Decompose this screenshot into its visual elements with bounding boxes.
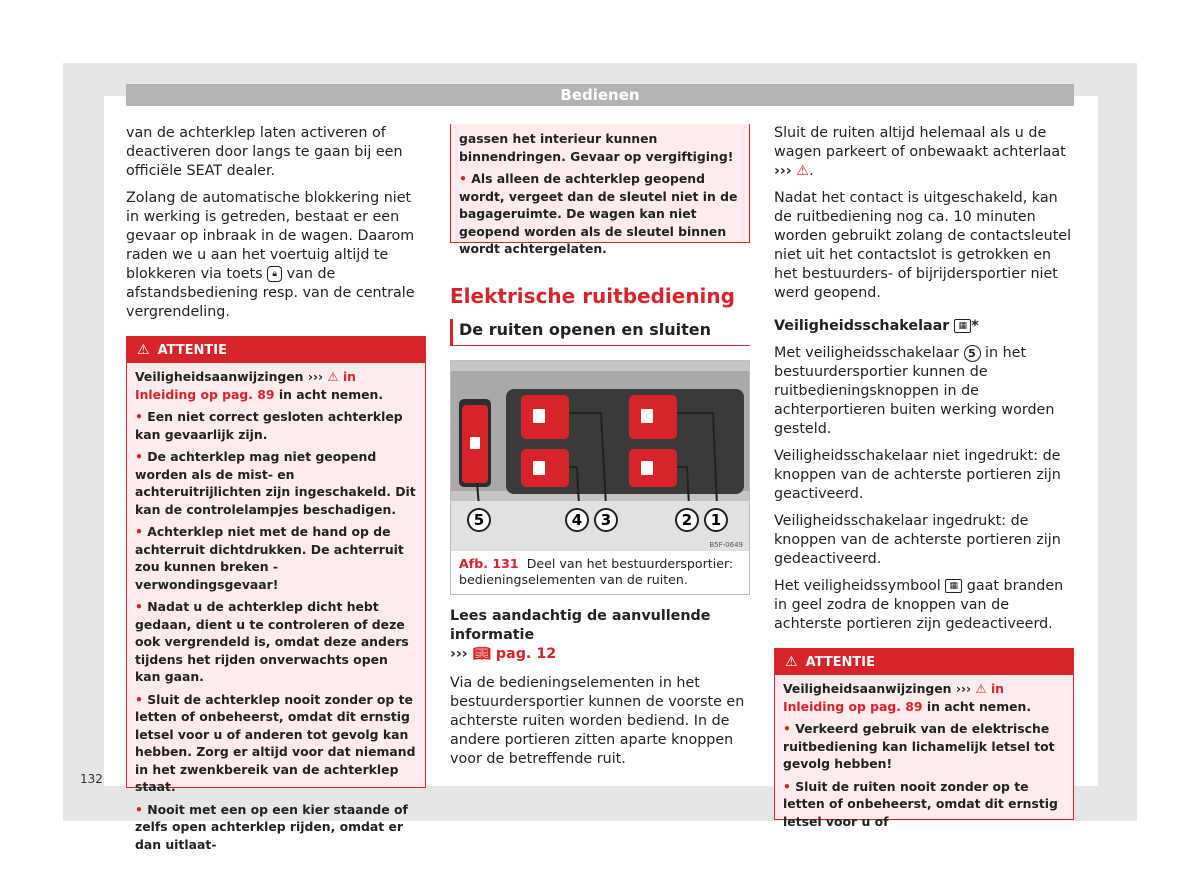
column-2 (450, 124, 750, 777)
read-more: Lees aandachtig de aanvullende informatie ››› 📖︎ pag. 12 (450, 608, 711, 662)
callout-5: 5 (473, 511, 485, 529)
cross-reference-link[interactable]: in Inleiding op pag. 89 (135, 369, 357, 402)
warning-bullet: • Nooit met een op een kier staande of zelfs open achterklep rijden, omdat er dan uitlaat- (135, 801, 408, 852)
window-lock-icon: ▦ (945, 579, 962, 593)
warning-header: ⚠ ATTENTIE (127, 337, 425, 363)
section-header: Bedienen (126, 84, 1074, 106)
paragraph: Met veiligheidsschakelaar 5 in het bestuurdersportier kunnen de ruitbedieningsknoppen in de achterportieren buiten werking worden gesteld. (774, 345, 1055, 437)
book-icon: 📖︎ (472, 646, 491, 662)
figure-caption: Afb. 131 Deel van het bestuurdersportier: bedieningselementen van de ruiten. (459, 556, 734, 587)
chevron-icon: ››› (955, 681, 972, 696)
number-badge: 5 (964, 345, 981, 362)
paragraph: Zolang de automatische blokkering niet in werking is getreden, bestaat er een gevaar op inbraak in de wagen. Daarom raden we u aan het voertuig altijd te blokkeren via toets 🔒︎ van de afstandsbediening resp. van de centrale vergrendeling. (126, 190, 415, 320)
warning-text: gassen het interieur kunnen binnendringen. Gevaar op vergiftiging! (459, 131, 734, 164)
callout-4: 4 (571, 511, 583, 529)
page-number: 132 (80, 772, 103, 786)
chevron-icon: ››› (307, 369, 324, 384)
section-title: Elektrische ruitbediening (450, 284, 735, 308)
callout-3: 3 (600, 511, 612, 529)
column-1 (126, 124, 426, 852)
paragraph: Het veiligheidssymbool ▦ gaat branden in geel zodra de knoppen van de achterste portieren zijn gedeactiveerd. (774, 578, 1064, 632)
window-switch-panel-image (451, 361, 749, 551)
window-lock-icon: ▦ (954, 319, 971, 333)
warning-intro: Veiligheidsaanwijzingen ››› ⚠ in Inleiding op pag. 89 in acht nemen. (135, 369, 384, 402)
cross-reference-link[interactable]: in Inleiding op pag. 89 (783, 681, 1005, 714)
lock-button-icon: 🔒︎ (267, 266, 282, 282)
subsection-title: De ruiten openen en sluiten (450, 319, 750, 346)
cross-reference-link[interactable]: pag. 12 (495, 646, 557, 662)
paragraph: Veiligheidsschakelaar ingedrukt: de knoppen van de achterste portieren zijn gedeactiveerd. (774, 513, 1061, 567)
warning-body (775, 675, 1073, 838)
warning-bullet: • Als alleen de achterklep geopend wordt, vergeet dan de sleutel niet in de bagageruimte. De wagen kan niet geopend worden als de sleutel binnen wordt achtergelaten. (459, 171, 738, 256)
paragraph: van de achterklep laten activeren of deactiveren door langs te gaan bij een officiële SEAT dealer. (126, 125, 403, 179)
warning-triangle-icon: ⚠ (785, 654, 798, 670)
warning-bullet: • Verkeerd gebruik van de elektrische ruitbediening kan lichamelijk letsel tot gevolg hebben! (783, 721, 1055, 771)
figure-code: B5F-0649 (709, 541, 743, 549)
warning-triangle-icon: ⚠ (327, 369, 339, 384)
warning-bullet: • Sluit de achterklep nooit zonder op te letten of onbeheerst, omdat dit ernstig letsel voor u of anderen tot gevolg kan hebben. Zorg er altijd voor dat niemand in het zwenkbereik van de achterklep staat. (135, 691, 416, 794)
warning-bullet: • De achterklep mag niet geopend worden als de mist- en achteruitrijlichten zijn ingeschakeld. Dit kan de controlelampjes beschadigen. (135, 449, 416, 517)
warning-box (774, 648, 1074, 829)
warning-triangle-icon: ⚠ (796, 163, 810, 179)
chevron-icon: ››› (450, 646, 468, 662)
warning-body (127, 363, 425, 861)
callout-1: 1 (710, 511, 722, 529)
warning-intro: Veiligheidsaanwijzingen ››› ⚠ in Inleiding op pag. 89 in acht nemen. (783, 681, 1032, 714)
warning-triangle-icon: ⚠ (137, 342, 150, 358)
figure (450, 360, 750, 595)
paragraph: Veiligheidsschakelaar niet ingedrukt: de knoppen van de achterste portieren zijn geactiveerd. (774, 448, 1061, 502)
column-3 (774, 124, 1074, 829)
warning-bullet: • Nadat u de achterklep dicht hebt gedaan, dient u te controleren of deze ook vergrendeld is, omdat deze anders tijdens het rijden onverwachts open kan gaan. (135, 599, 409, 684)
warning-bullet: • Een niet correct gesloten achterklep kan gevaarlijk zijn. (135, 409, 403, 442)
window-switch-illustration (451, 361, 749, 551)
warning-box (126, 336, 426, 852)
warning-bullet: • Sluit de ruiten nooit zonder op te letten of onbeheerst, omdat dit ernstig letsel voor u of (783, 778, 1058, 829)
warning-header: ⚠ ATTENTIE (775, 649, 1073, 675)
paragraph: Via de bedieningselementen in het bestuurdersportier kunnen de voorste en achterste ruiten worden bediend. In de andere portieren zitten aparte knoppen voor de betreffende ruit. (450, 675, 745, 767)
warning-bullet: • Achterklep niet met de hand op de achterruit dichtdrukken. De achterruit zou kunnen breken - verwondingsgevaar! (135, 524, 404, 592)
paragraph: Sluit de ruiten altijd helemaal als u de wagen parkeert of onbewaakt achterlaat ››› ⚠. (774, 125, 1066, 179)
subheading: Veiligheidsschakelaar ▦ * (774, 318, 979, 334)
warning-box-continued (450, 124, 750, 256)
callout-2: 2 (681, 511, 693, 529)
warning-triangle-icon: ⚠ (975, 681, 987, 696)
paragraph: Nadat het contact is uitgeschakeld, kan de ruitbediening nog ca. 10 minuten worden gebruikt zolang de contactsleutel niet uit het contactslot is getrokken en het bestuurders- of bijrijdersportier niet werd geopend. (774, 190, 1072, 301)
chevron-icon: ››› (774, 163, 792, 179)
